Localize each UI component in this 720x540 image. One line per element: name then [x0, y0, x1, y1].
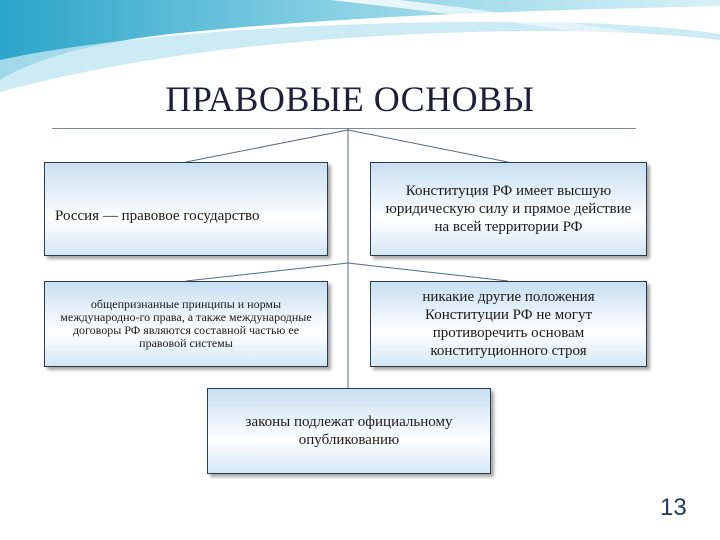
box-text: общепризнанные принципы и нормы международно-го права, а также международные договоры РФ являются составной частью ее правовой системы — [60, 297, 312, 350]
box-constitutional-order — [370, 281, 647, 367]
box-russia-legal-state — [44, 162, 328, 256]
connector-to-box2 — [348, 130, 508, 162]
connector-to-box4 — [348, 263, 508, 281]
box-text: законы подлежат официальному опубликованию — [245, 414, 453, 448]
box-constitution-supremacy — [370, 162, 647, 256]
box-international-law — [44, 281, 328, 367]
connector-to-box1 — [186, 130, 348, 162]
box-text: Россия — правовое государство — [55, 208, 260, 224]
slide-title: ПРАВОВЫЕ ОСНОВЫ — [165, 79, 535, 119]
connector-to-box3 — [186, 263, 348, 281]
box-text: Конституция РФ имеет высшую юридическую силу и прямое действие на всей территории РФ — [385, 183, 632, 235]
box-laws-publication — [207, 388, 491, 474]
box-text: никакие другие положения Конституции РФ не могут противоречить основам конституционного строя — [422, 289, 595, 359]
page-number: 13 — [660, 494, 687, 521]
